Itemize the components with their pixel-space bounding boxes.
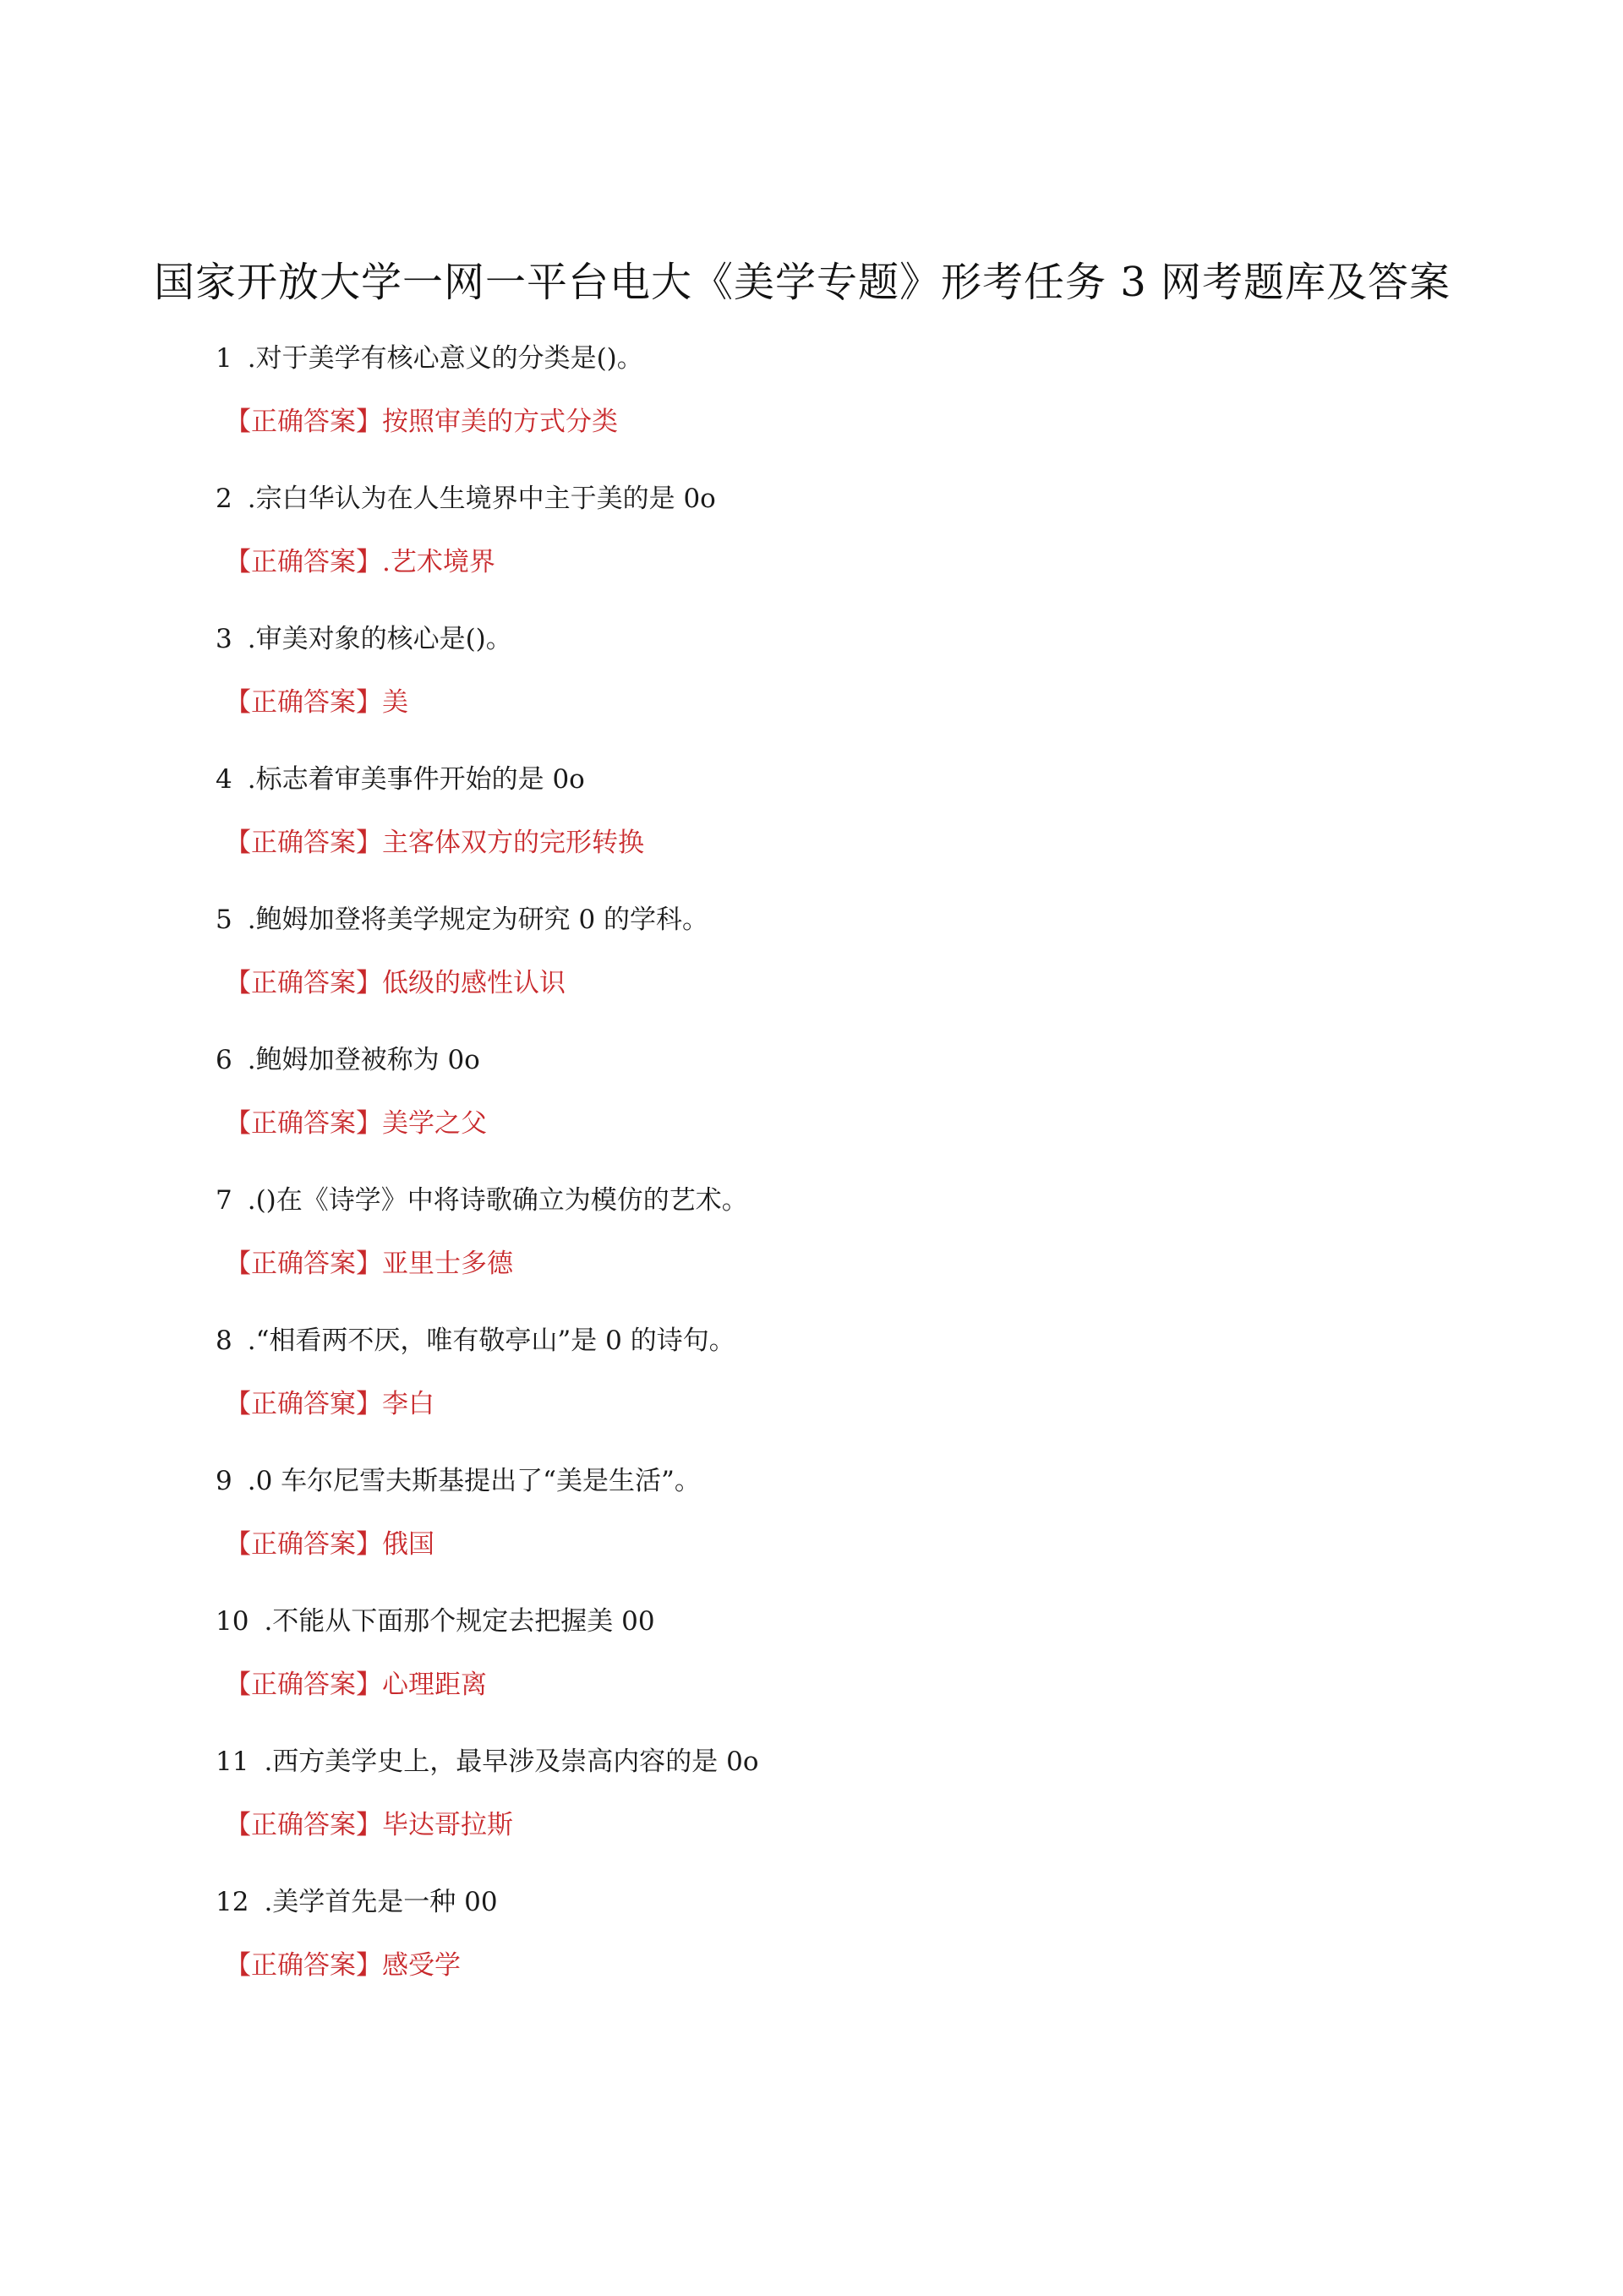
question-number: 10	[216, 1606, 249, 1637]
question-text: .不能从下面那个规定去把握美 00	[264, 1606, 655, 1637]
answer-10: 【正确答案】心理距离	[225, 1670, 487, 1700]
question-5	[216, 903, 708, 937]
question-11	[216, 1745, 759, 1779]
question-number: 11	[216, 1747, 249, 1777]
answer-4: 【正确答案】主客体双方的完形转换	[225, 828, 644, 858]
question-text: .“相看两不厌，唯有敬亭山”是 0 的诗句。	[247, 1326, 735, 1356]
question-text: .鲍姆加登被称为 0o	[247, 1045, 480, 1075]
question-8	[216, 1324, 735, 1358]
question-2	[216, 482, 716, 516]
question-text: .鲍姆加登将美学规定为研究 0 的学科。	[247, 905, 709, 935]
question-number: 4	[216, 764, 232, 795]
question-7	[216, 1184, 748, 1217]
question-text: .宗白华认为在人生境界中主于美的是 0o	[247, 484, 716, 514]
question-text: .美学首先是一种 00	[264, 1887, 498, 1917]
answer-8: 【正确答窠】李白	[225, 1389, 434, 1419]
question-1	[216, 342, 643, 375]
answer-3: 【正确答案】美	[225, 687, 408, 718]
question-text: .()在《诗学》中将诗歌确立为模仿的艺术。	[247, 1185, 748, 1216]
answer-12: 【正确答案】感受学	[225, 1950, 461, 1981]
question-6	[216, 1043, 480, 1077]
answer-7: 【正确答案】亚里士多德	[225, 1249, 513, 1279]
answer-9: 【正确答案】俄国	[225, 1529, 434, 1560]
question-number: 1	[216, 343, 232, 374]
question-number: 2	[216, 484, 232, 514]
question-9	[216, 1464, 701, 1498]
question-text: .审美对象的核心是()。	[247, 624, 512, 654]
question-3	[216, 622, 512, 656]
question-text: .标志着审美事件开始的是 0o	[247, 764, 585, 795]
question-number: 6	[216, 1045, 232, 1075]
question-text: .0 车尔尼雪夫斯基提出了“美是生活”。	[247, 1466, 701, 1496]
question-text: .西方美学史上，最早涉及崇高内容的是 0o	[264, 1747, 759, 1777]
question-number: 5	[216, 905, 232, 935]
question-12	[216, 1885, 498, 1919]
question-number: 12	[216, 1887, 249, 1917]
answer-5: 【正确答案】低级的感性认识	[225, 968, 566, 998]
answer-11: 【正确答案】毕达哥拉斯	[225, 1810, 513, 1840]
question-number: 9	[216, 1466, 232, 1496]
question-text: .对于美学有核心意义的分类是()。	[247, 343, 643, 374]
answer-1: 【正确答案】按照审美的方式分类	[225, 407, 618, 437]
page-title: 国家开放大学一网一平台电大《美学专题》形考任务 3 网考题库及答案	[154, 259, 1451, 306]
question-number: 7	[216, 1185, 232, 1216]
question-number: 3	[216, 624, 232, 654]
answer-2: 【正确答案】.艺术境界	[225, 547, 495, 577]
answer-6: 【正确答案】美学之父	[225, 1108, 487, 1139]
question-number: 8	[216, 1326, 232, 1356]
question-10	[216, 1604, 655, 1638]
question-4	[216, 763, 585, 796]
